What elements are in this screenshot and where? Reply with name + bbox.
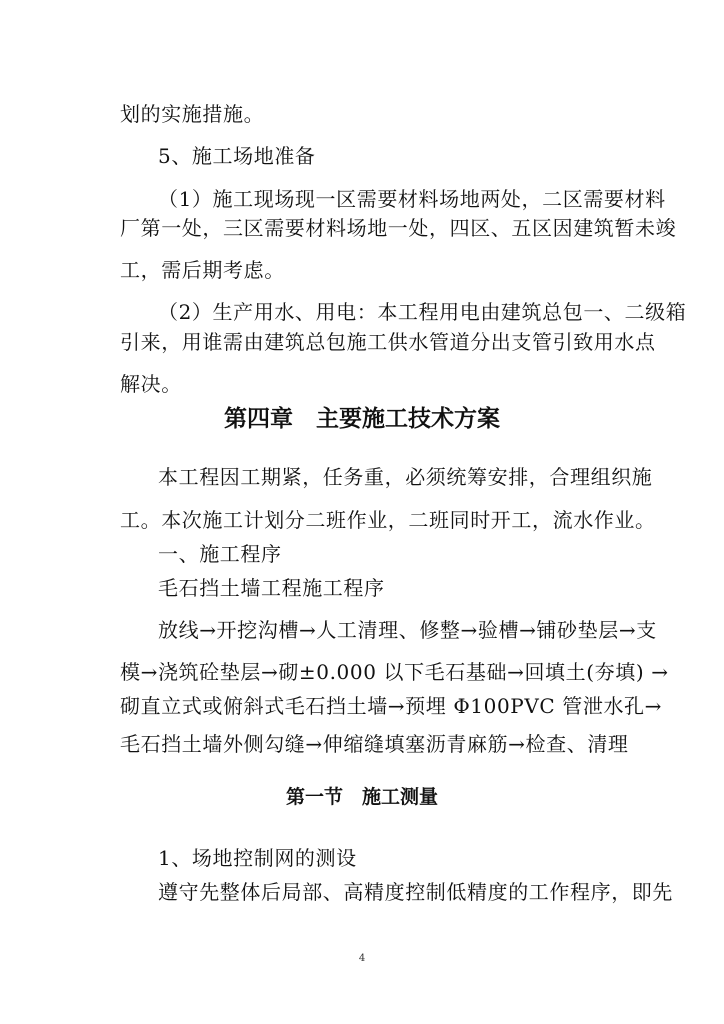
subheading-retaining-wall: 毛石挡土墙工程施工程序 [158,576,385,600]
paragraph-line: 工。本次施工计划分二班作业，二班同时开工，流水作业。 [120,508,656,532]
paragraph-line: 砌直立式或俯斜式毛石挡土墙→预埋 Φ100PVC 管泄水孔→ [120,694,663,718]
paragraph-line: 模→浇筑砼垫层→砌±0.000 以下毛石基础→回填土(夯填) → [120,660,669,684]
paragraph-line: 本工程因工期紧，任务重，必须统筹安排，合理组织施 [158,465,653,489]
page-number: 4 [358,953,366,964]
paragraph-line: 工，需后期考虑。 [120,258,285,282]
chapter-heading: 第四章 主要施工技术方案 [224,406,500,432]
paragraph-line: （2）生产用水、用电：本工程用电由建筑总包一、二级箱 [158,300,687,324]
subheading-site-preparation: 5、施工场地准备 [158,144,316,168]
paragraph-line: （1）施工现场现一区需要材料场地两处，二区需要材料 [158,187,666,211]
paragraph-line: 遵守先整体后局部、高精度控制低精度的工作程序，即先 [158,880,673,904]
paragraph-line: 划的实施措施。 [120,102,265,126]
paragraph-line: 放线→开挖沟槽→人工清理、修整→验槽→铺砂垫层→支 [158,618,657,642]
paragraph-line: 毛石挡土墙外侧勾缝→伸缩缝填塞沥青麻筋→检查、清理 [120,732,629,756]
paragraph-line: 厂第一处，三区需要材料场地一处，四区、五区因建筑暂未竣 [120,216,677,240]
paragraph-line: 引来，用谁需由建筑总包施工供水管道分出支管引致用水点 [120,330,656,354]
paragraph-line: 解决。 [120,372,182,396]
section-heading: 第一节 施工测量 [285,786,438,808]
subheading-construction-procedure: 一、施工程序 [158,542,282,566]
subheading-control-network: 1、场地控制网的测设 [158,846,357,870]
